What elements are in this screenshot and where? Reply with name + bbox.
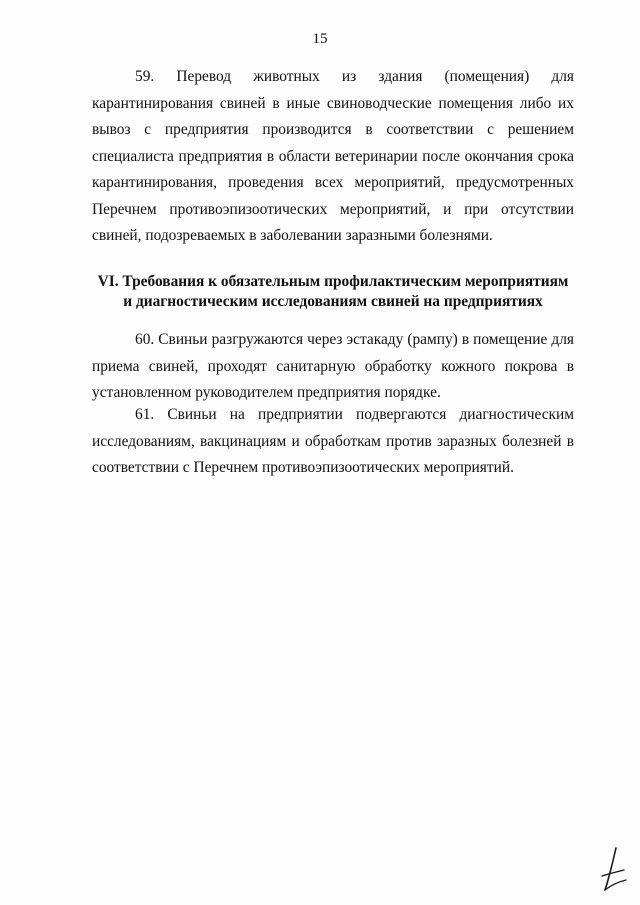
section-heading <box>92 272 574 312</box>
page-number: 15 <box>312 31 328 47</box>
paragraph-59: 59. Перевод животных из здания (помещения) для карантинирования свиней в иные свиноводческие помещения либо их вывоз с предприятия производится в соответствии с решением специалиста предприятия в области ветеринарии после окончания срока карантинирования, проведения всех мероприятий, предусмотренных Перечнем противоэпизоотических мероприятий, и при отсутствии свиней, подозреваемых в заболевании заразными болезнями. <box>92 68 574 244</box>
paragraph-61: 61. Свиньи на предприятии подвергаются диагностическим исследованиям, вакцинациям и обработкам против заразных болезней в соответствии с Перечнем противоэпизоотических мероприятий. <box>92 406 574 476</box>
section-heading-line-1: VI. Требования к обязательным профилактическим мероприятиям <box>97 273 569 290</box>
paragraph-60: 60. Свиньи разгружаются через эстакаду (рампу) в помещение для приема свиней, проходят санитарную обработку кожного покрова в установленном руководителем предприятия порядке. <box>92 331 574 401</box>
handwritten-signature-mark <box>596 846 630 892</box>
section-heading-line-2: и диагностическим исследованиям свиней на предприятиях <box>123 293 543 310</box>
